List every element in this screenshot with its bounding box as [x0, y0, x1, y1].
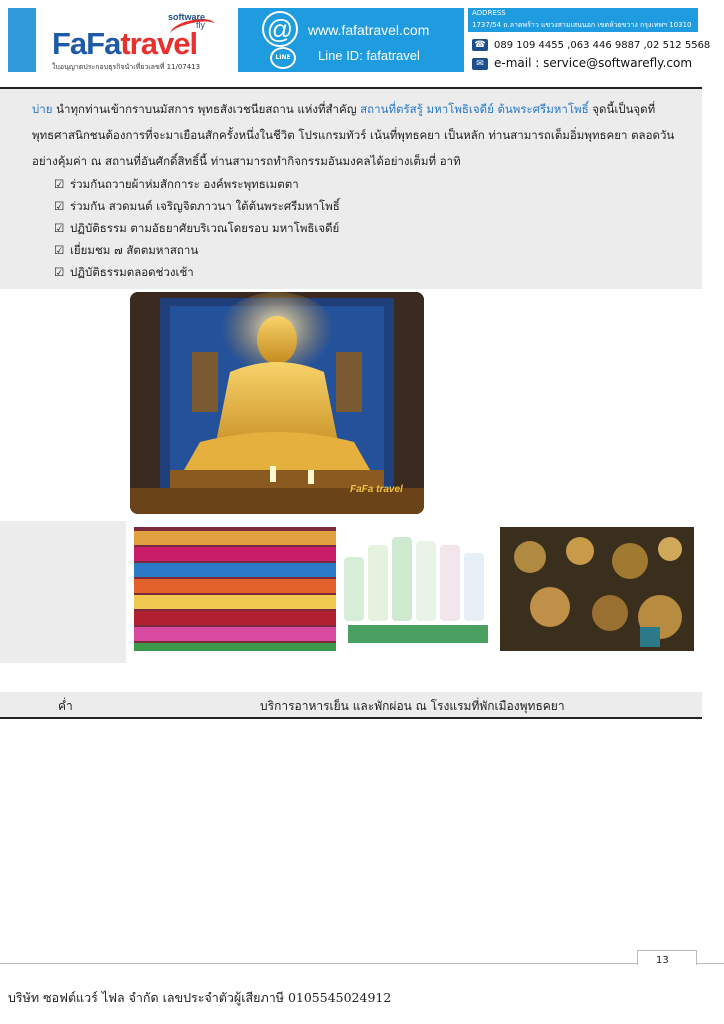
checkbox-icon: ☑: [54, 199, 65, 213]
activity-list: [54, 176, 340, 286]
checkbox-icon: ☑: [54, 221, 65, 235]
cosmetics-illustration: [338, 527, 498, 651]
activity-text: ร่วมกันถวายผ้าห่มสักการะ องค์พระพุทธเมตตา: [70, 177, 299, 191]
at-sign-icon: @: [262, 11, 298, 47]
afternoon-text-part1: นำทุกท่านเข้ากราบนมัสการ พุทธสังเวชนียสถาน แห่งที่สำคัญ: [52, 102, 361, 116]
cosmetics-image: [338, 527, 498, 651]
line-id-text[interactable]: Line ID: fafatravel: [318, 48, 420, 63]
dinner-text: บริการอาหารเย็น และพักผ่อน ณ โรงแรมที่พักเมืองพุทธคยา: [260, 699, 565, 713]
afternoon-text-part2: จุดนี้เป็นจุดที่พุทธศาสนิกชนต้องการที่จะมาเยือนสักครั้งหนึ่งในชีวิต โปรแกรมทัวร์ เน้นที่พุทธคยา เป็นหลัก ท่านสามารถเต็มอิ่มพุทธคยา ตลอดวันอย่างคุ้มค่า ณ สถานที่อันศักดิ์สิทธิ์นี้ ท่านสามารถทำกิจกรรมอันมงคลได้อย่างเต็มที่ อาทิ: [32, 102, 675, 168]
list-item: [54, 220, 340, 242]
brand-name: [52, 26, 197, 62]
afternoon-label: บ่าย: [32, 102, 53, 116]
activity-text: ร่วมกัน สวดมนต์ เจริญจิตภาวนา ใต้ต้นพระศรีมหาโพธิ์: [70, 199, 340, 213]
website-link[interactable]: www.fafatravel.com: [308, 22, 430, 38]
textile-illustration: [134, 527, 336, 651]
list-item: [54, 198, 340, 220]
afternoon-paragraph: [32, 96, 696, 174]
list-item: [54, 242, 340, 264]
afternoon-highlight: สถานที่ตรัสรู้ มหาโพธิเจดีย์ ต้นพระศรีมหาโพธิ์: [360, 102, 589, 116]
list-item: [54, 176, 340, 198]
dinner-label: ค่ำ: [58, 699, 73, 713]
buddha-image: [130, 292, 424, 514]
address-title: ADDRESS: [472, 9, 506, 17]
email-link[interactable]: e-mail : service@softwarefly.com: [494, 56, 693, 70]
image-margin: [0, 289, 126, 515]
checkbox-icon: ☑: [54, 265, 65, 279]
phone-numbers[interactable]: 089 109 4455 ,063 446 9887 ,02 512 5568: [494, 40, 711, 51]
brand-name-part1: FaFa: [52, 26, 121, 61]
section-divider: [0, 717, 702, 719]
buddha-illustration: [130, 292, 424, 514]
header-left-bar: [8, 8, 36, 72]
page-number: 13: [656, 955, 669, 966]
address-text: 1737/54 ถ.ลาดพร้าว แขวงสามเสนนอก เขตห้วยขวาง กรุงเทพฯ 10310: [472, 21, 692, 29]
company-info: บริษัท ซอฟต์แวร์ ไฟล จำกัด เลขประจำตัวผู้เสียภาษี 0105545024912: [8, 990, 392, 1005]
logo-fly-text: fly: [196, 20, 205, 30]
activity-text: ปฏิบัติธรรม ตามอัธยาศัยบริเวณโดยรอบ มหาโพธิเจดีย์: [70, 221, 340, 235]
textile-image: [134, 527, 336, 651]
line-app-icon: LINE: [270, 47, 296, 69]
brass-statues-image: [500, 527, 694, 651]
image-watermark: FaFa travel: [350, 484, 403, 495]
logo-software-text: software: [168, 12, 206, 22]
brand-name-part2: travel: [120, 26, 198, 61]
mail-icon: ✉: [472, 58, 488, 70]
phone-icon: ☎: [472, 39, 488, 51]
checkbox-icon: ☑: [54, 177, 65, 191]
footer-divider: [0, 963, 724, 964]
brass-illustration: [500, 527, 694, 651]
checkbox-icon: ☑: [54, 243, 65, 257]
image-margin-gray: [0, 521, 126, 663]
list-item: [54, 264, 340, 286]
activity-text: เยี่ยมชม ๗ สัตตมหาสถาน: [70, 243, 199, 257]
license-text: ใบอนุญาตประกอบธุรกิจนำเที่ยวเลขที่ 11/07413: [52, 63, 201, 71]
activity-text: ปฏิบัติธรรมตลอดช่วงเช้า: [70, 265, 194, 279]
